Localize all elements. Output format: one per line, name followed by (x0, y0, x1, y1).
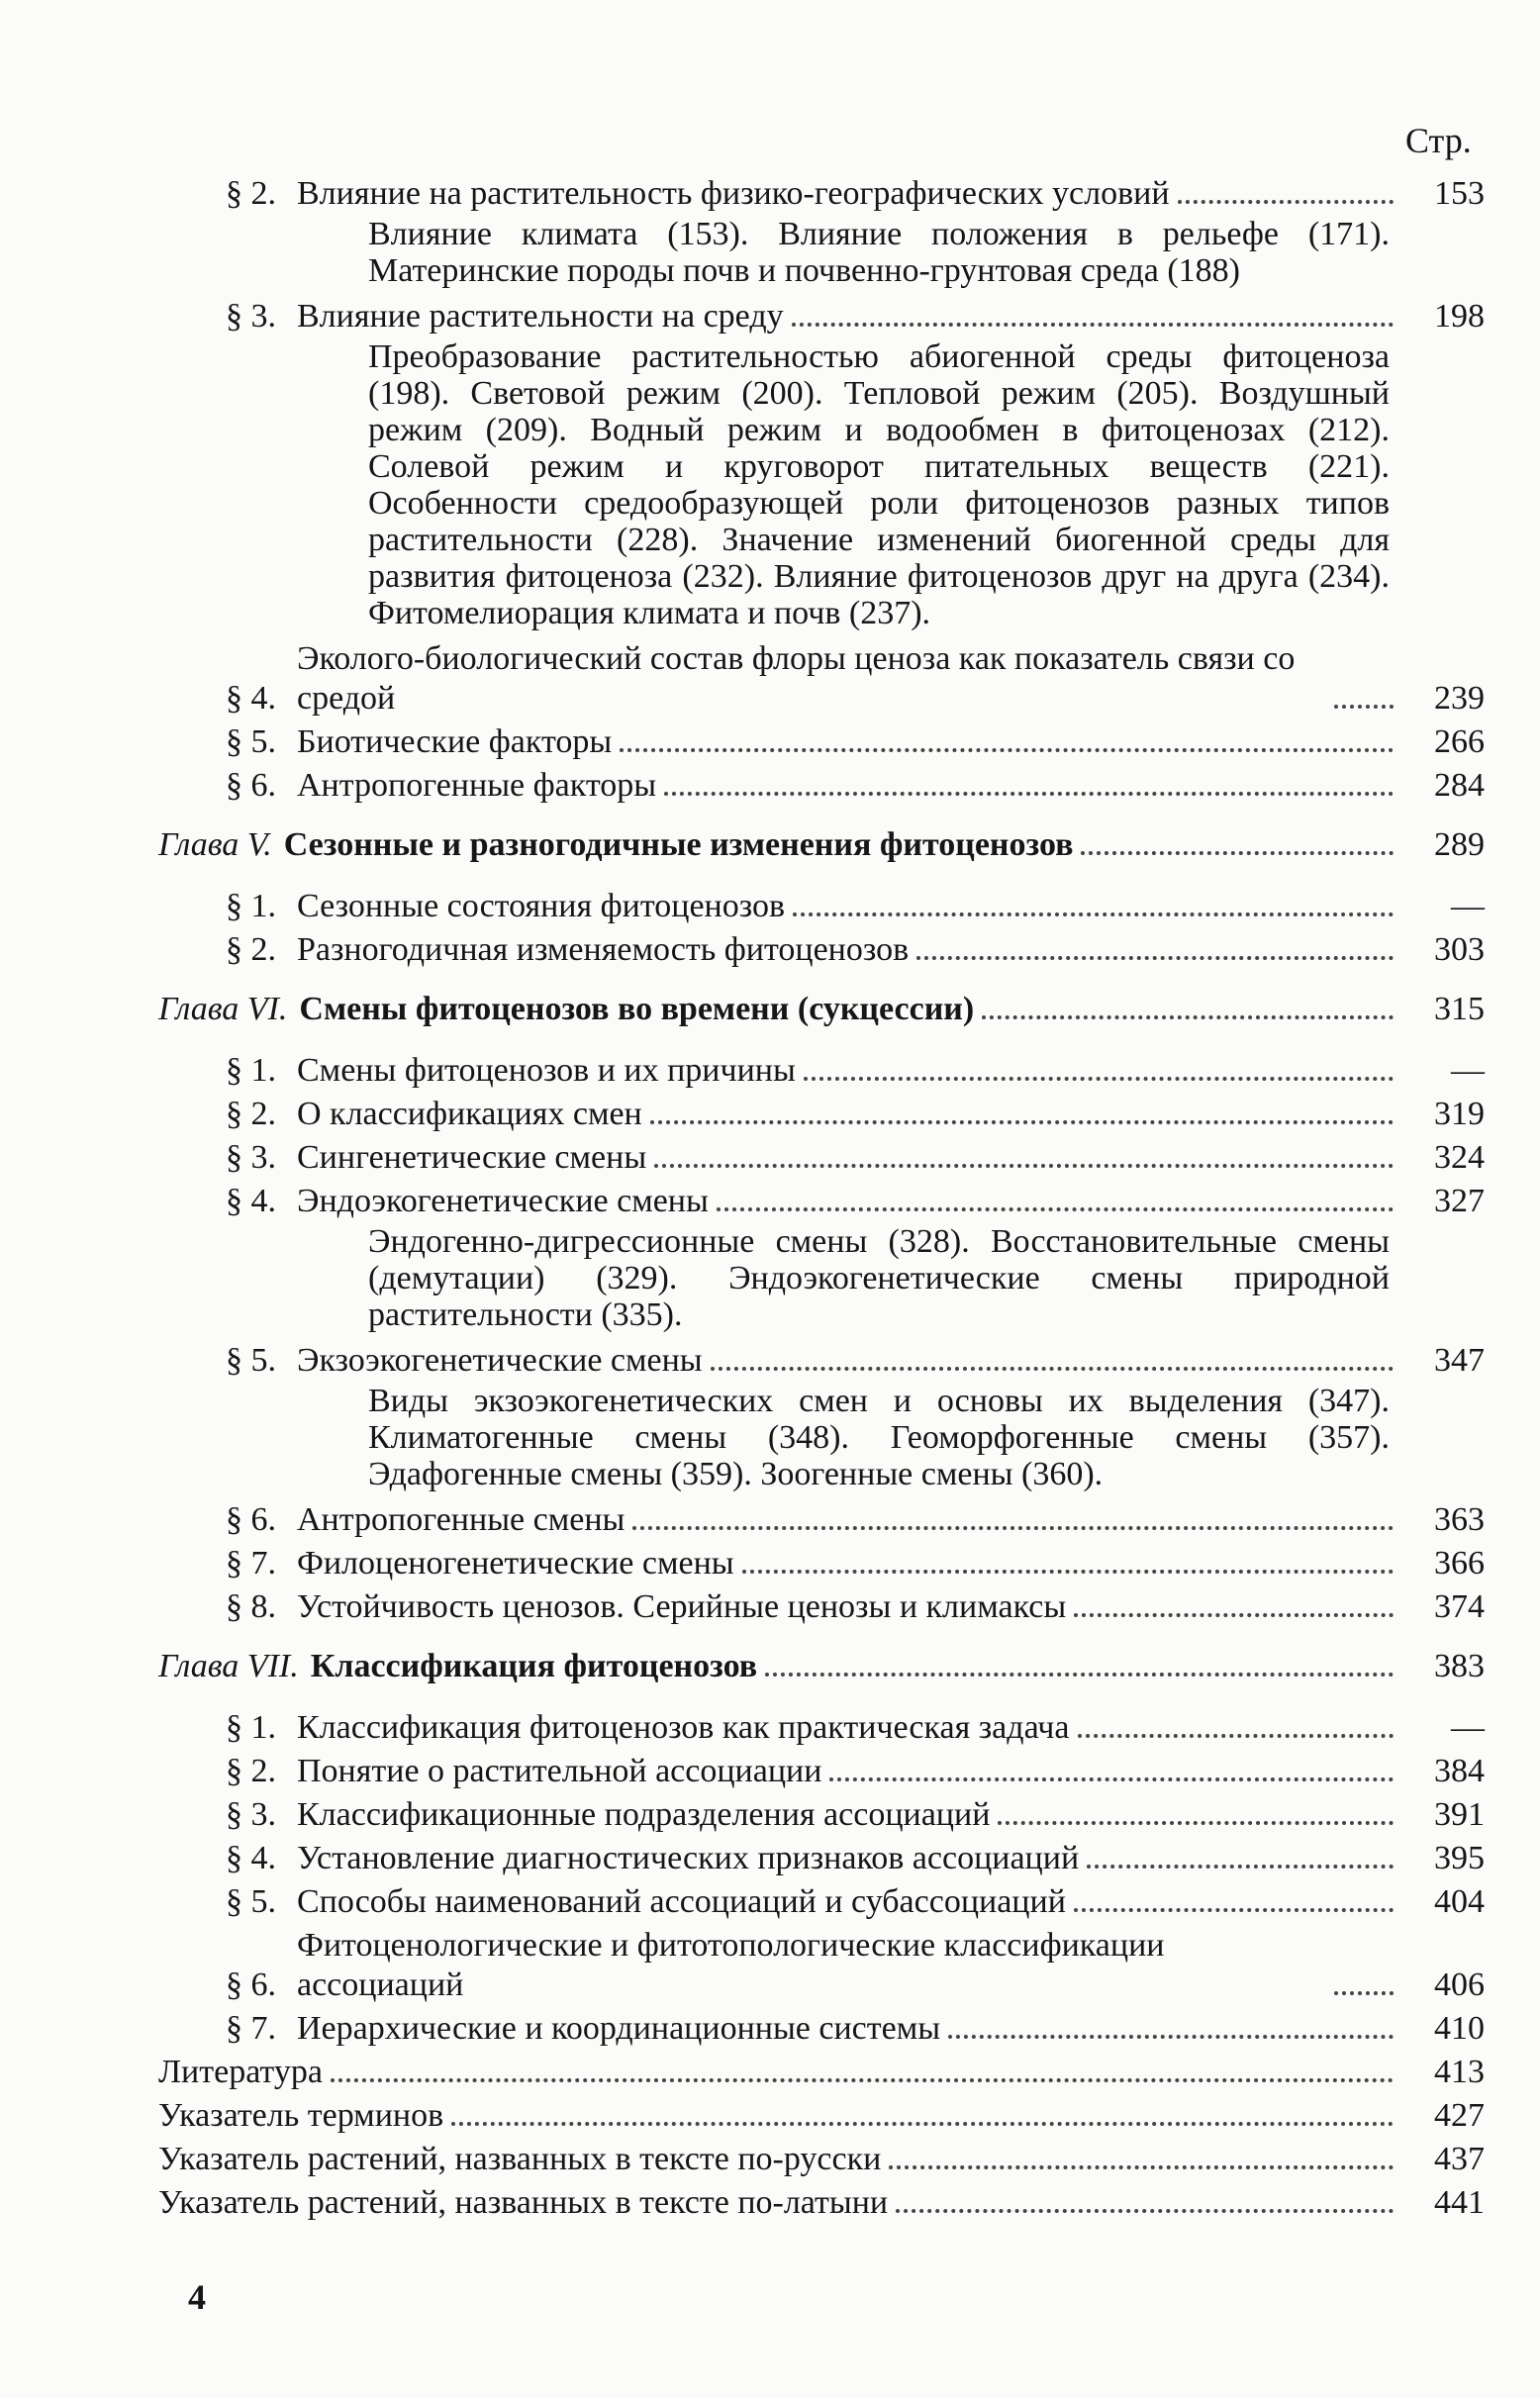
toc-entry-number: § 7. (226, 1545, 276, 1582)
toc-entry-title: Указатель растений, названных в тексте по-латыни (158, 2184, 889, 2221)
dot-leader (998, 1821, 1394, 1825)
dot-leader (765, 1673, 1394, 1677)
toc-section-row[interactable] (158, 887, 1485, 926)
toc-backmatter-row[interactable] (158, 2053, 1485, 2092)
dot-leader (1178, 200, 1394, 204)
toc-entry-title: Установление диагностических признаков ассоциаций (297, 1840, 1080, 1876)
toc-entry-title: Эколого-биологический состав флоры ценоза как показатель связи со средой (297, 640, 1296, 717)
toc-entry-number: Глава VII. (158, 1648, 299, 1684)
toc-backmatter-row[interactable] (158, 2096, 1485, 2136)
dot-leader (620, 748, 1394, 752)
toc-entry-page: 441 (1434, 2184, 1485, 2221)
dot-leader (664, 792, 1394, 796)
toc-entry-number: § 1. (226, 1052, 276, 1089)
dot-leader (1087, 1865, 1394, 1869)
toc-entry-page: 315 (1434, 991, 1485, 1027)
dot-leader (829, 1777, 1394, 1781)
dot-leader (804, 1077, 1394, 1081)
toc-entry-title: Устойчивость ценозов. Серийные ценозы и климаксы (297, 1588, 1067, 1625)
dot-leader (711, 1367, 1394, 1371)
toc-entry-title: О классификациях смен (297, 1096, 642, 1132)
dot-leader (331, 2078, 1394, 2082)
toc-section-row[interactable] (158, 930, 1485, 970)
toc-entry-title: Сезонные и разногодичные изменения фитоценозов (283, 826, 1074, 863)
toc-entry-page: 366 (1434, 1545, 1485, 1582)
toc-chapter-row[interactable] (158, 825, 1485, 865)
toc-entry-title: Экзоэкогенетические смены (297, 1342, 703, 1379)
toc-entry-title: Иерархические и координационные системы (297, 2010, 941, 2047)
toc-entry-title: Сингенетические смены (297, 1139, 647, 1176)
toc-section-row[interactable] (158, 1182, 1485, 1221)
toc-entry-page: 319 (1434, 1096, 1485, 1132)
toc-chapter-row[interactable] (158, 990, 1485, 1029)
toc-section-row[interactable] (158, 174, 1485, 214)
toc-entry-number: Глава VI. (158, 991, 288, 1027)
toc-entry-title: Способы наименований ассоциаций и субассоциаций (297, 1883, 1066, 1920)
toc-entry-number: § 4. (226, 1840, 276, 1876)
page-number: 4 (188, 2277, 206, 2317)
toc-section-row[interactable] (158, 1708, 1485, 1748)
toc-section-row[interactable] (158, 1882, 1485, 1922)
dot-leader (650, 1120, 1394, 1124)
toc-entry-number: § 1. (226, 1709, 276, 1746)
dot-leader (889, 2165, 1394, 2169)
toc-entry-page: 284 (1434, 767, 1485, 804)
toc-entry-page: 404 (1434, 1883, 1485, 1920)
toc-entry-page: 413 (1434, 2054, 1485, 2090)
toc-section-row[interactable] (158, 1587, 1485, 1627)
toc-entry-title: Классификационные подразделения ассоциаций (297, 1796, 991, 1833)
toc-entry-title: Указатель растений, названных в тексте по-русски (158, 2141, 882, 2177)
dot-leader (632, 1526, 1394, 1530)
dot-leader (948, 2035, 1394, 2039)
toc-entry-number: § 4. (226, 1183, 276, 1219)
toc-entry-page: 198 (1434, 298, 1485, 335)
dot-leader (1334, 705, 1394, 709)
toc-entry-number: § 6. (226, 767, 276, 804)
toc-entry-page: 384 (1434, 1753, 1485, 1789)
toc-section-row[interactable] (158, 1926, 1485, 2005)
toc-entry-page: 437 (1434, 2141, 1485, 2177)
dot-leader (1081, 851, 1394, 855)
toc-section-row[interactable] (158, 639, 1485, 719)
toc-entry-title: Сезонные состояния фитоценозов (297, 888, 786, 924)
toc-section-row[interactable] (158, 1795, 1485, 1835)
toc-entry-number: § 3. (226, 1796, 276, 1833)
toc-entry-page: 303 (1434, 931, 1485, 968)
toc-backmatter-row[interactable] (158, 2140, 1485, 2179)
toc-entry-title: Смены фитоценозов и их причины (297, 1052, 796, 1089)
toc-entry-title: Смены фитоценозов во времени (сукцессии) (299, 991, 975, 1027)
toc-entry-title: Филоценогенетические смены (297, 1545, 734, 1582)
toc-entry-title: Влияние на растительность физико-географических условий (297, 175, 1170, 212)
toc-subtopics: Эндогенно-дигрессионные смены (328). Восстановительные смены (демутации) (329). Эндоэкогенетические смены природной растительности (335). (368, 1223, 1390, 1333)
toc-entry-page: 153 (1434, 175, 1485, 212)
dot-leader (982, 1015, 1394, 1019)
toc-entry-page: — (1451, 1709, 1485, 1746)
toc-entry-number: § 6. (226, 1966, 276, 2003)
toc-entry-title: Антропогенные смены (297, 1501, 626, 1538)
toc-entry-page: — (1451, 1052, 1485, 1089)
toc-entry-number: § 7. (226, 2010, 276, 2047)
toc-entry-title: Литература (158, 2054, 323, 2090)
toc-entry-number: § 2. (226, 931, 276, 968)
toc-entry-title: Классификация фитоценозов как практическая задача (297, 1709, 1070, 1746)
toc-entry-page: 324 (1434, 1139, 1485, 1176)
toc-entry-page: 383 (1434, 1648, 1485, 1684)
toc-entry-number: § 2. (226, 1753, 276, 1789)
toc-entry-title: Биотические факторы (297, 723, 613, 760)
dot-leader (1078, 1734, 1395, 1738)
toc-section-row[interactable] (158, 1500, 1485, 1540)
dot-leader (451, 2122, 1394, 2126)
toc-entry-page: 289 (1434, 826, 1485, 863)
toc-entry-page: 427 (1434, 2097, 1485, 2134)
toc-entry-number: § 3. (226, 1139, 276, 1176)
toc-entry-number: § 8. (226, 1588, 276, 1625)
table-of-contents (158, 174, 1485, 2227)
toc-entry-number: § 2. (226, 175, 276, 212)
toc-section-row[interactable] (158, 766, 1485, 806)
toc-section-row[interactable] (158, 1138, 1485, 1178)
dot-leader (792, 323, 1394, 327)
dot-leader (1334, 1991, 1394, 1995)
dot-leader (1074, 1908, 1394, 1912)
toc-entry-page: 374 (1434, 1588, 1485, 1625)
toc-entry-number: Глава V. (158, 826, 272, 863)
dot-leader (742, 1570, 1394, 1574)
toc-section-row[interactable] (158, 1752, 1485, 1791)
dot-leader (717, 1207, 1394, 1211)
dot-leader (896, 2209, 1394, 2213)
dot-leader (654, 1164, 1394, 1168)
toc-section-row[interactable] (158, 722, 1485, 762)
toc-entry-page: 395 (1434, 1840, 1485, 1876)
toc-entry-page: 406 (1434, 1966, 1485, 2003)
toc-entry-page: 347 (1434, 1342, 1485, 1379)
toc-subtopics: Виды экзоэкогенетических смен и основы их выделения (347). Климатогенные смены (348). Геоморфогенные смены (357). Эдафогенные смены (359). Зоогенные смены (360). (368, 1383, 1390, 1492)
toc-entry-page: 266 (1434, 723, 1485, 760)
toc-entry-number: § 6. (226, 1501, 276, 1538)
toc-entry-page: 391 (1434, 1796, 1485, 1833)
toc-entry-title: Фитоценологические и фитотопологические классификации ассоциаций (297, 1927, 1165, 2003)
toc-entry-number: § 5. (226, 1883, 276, 1920)
toc-section-row[interactable] (158, 2009, 1485, 2049)
toc-entry-number: § 4. (226, 680, 276, 717)
dot-leader (1074, 1613, 1394, 1617)
toc-section-row[interactable] (158, 1341, 1485, 1381)
toc-entry-title: Разногодичная изменяемость фитоценозов (297, 931, 910, 968)
toc-entry-page: 410 (1434, 2010, 1485, 2047)
toc-entry-page: 327 (1434, 1183, 1485, 1219)
toc-section-row[interactable] (158, 1051, 1485, 1091)
toc-section-row[interactable] (158, 1544, 1485, 1583)
toc-entry-page: — (1451, 888, 1485, 924)
dot-leader (793, 912, 1394, 916)
toc-entry-title: Влияние растительности на среду (297, 298, 784, 335)
toc-entry-number: § 5. (226, 723, 276, 760)
toc-entry-title: Указатель терминов (158, 2097, 444, 2134)
toc-entry-number: § 5. (226, 1342, 276, 1379)
toc-entry-page: 363 (1434, 1501, 1485, 1538)
toc-entry-title: Антропогенные факторы (297, 767, 657, 804)
toc-entry-title: Классификация фитоценозов (310, 1648, 758, 1684)
toc-chapter-row[interactable] (158, 1647, 1485, 1686)
dot-leader (916, 956, 1394, 960)
toc-entry-title: Эндоэкогенетические смены (297, 1183, 709, 1219)
toc-section-row[interactable] (158, 1095, 1485, 1134)
toc-entry-title: Понятие о растительной ассоциации (297, 1753, 822, 1789)
toc-entry-page: 239 (1434, 680, 1485, 717)
toc-entry-number: § 3. (226, 298, 276, 335)
toc-section-row[interactable] (158, 1839, 1485, 1878)
toc-section-row[interactable] (158, 297, 1485, 336)
toc-entry-number: § 1. (226, 888, 276, 924)
toc-backmatter-row[interactable] (158, 2183, 1485, 2223)
toc-entry-number: § 2. (226, 1096, 276, 1132)
toc-subtopics: Преобразование растительностью абиогенной среды фитоценоза (198). Световой режим (200). Тепловой режим (205). Воздушный режим (209). Водный режим и водообмен в фитоценозах (212). Солевой режим и круговорот питательных веществ (221). Особенности средообразующей роли фитоценозов разных типов растительности (228). Значение изменений биогенной среды для развития фитоценоза (232). Влияние фитоценозов друг на друга (234). Фитомелиорация климата и почв (237). (368, 338, 1390, 631)
page-column-label: Стр. (1405, 121, 1472, 160)
toc-subtopics: Влияние климата (153). Влияние положения в рельефе (171). Материнские породы почв и почвенно-грунтовая среда (188) (368, 216, 1390, 289)
